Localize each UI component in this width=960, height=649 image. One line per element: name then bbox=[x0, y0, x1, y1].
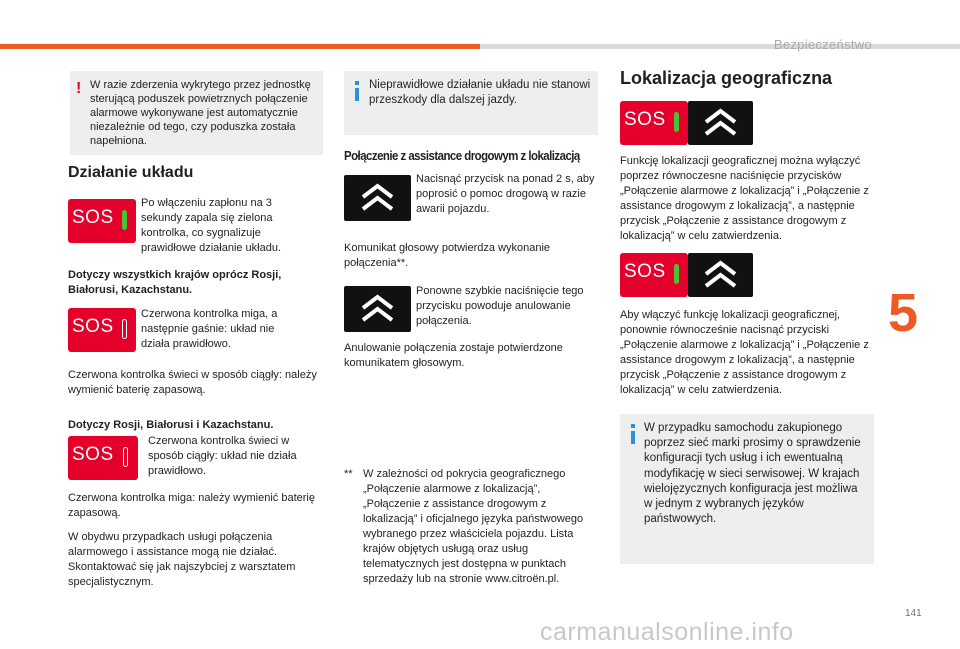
info-icon-dot bbox=[355, 81, 359, 85]
subheading: Dotyczy wszystkich krajów oprócz Rosji, Białorusi, Kazachstanu. bbox=[68, 269, 282, 296]
sos-label: SOS bbox=[72, 207, 114, 228]
paragraph: Nacisnąć przycisk na ponad 2 s, aby poprosić o pomoc drogową w razie awarii pojazdu. bbox=[416, 173, 595, 215]
paragraph: Czerwona kontrolka miga, a następnie gaśnie: układ nie działa prawidłowo. bbox=[141, 308, 278, 350]
info-icon-dot bbox=[631, 424, 635, 428]
paragraph: Po włączeniu zapłonu na 3 sekundy zapala się zielona kontrolka, co sygnalizuje prawidłowe działanie układu. bbox=[141, 197, 282, 254]
sos-label: SOS bbox=[624, 109, 666, 130]
section-title: Bezpieczeństwo bbox=[773, 37, 872, 52]
paragraph: Czerwona kontrolka świeci w sposób ciągły: należy wymienić baterię zapasową. bbox=[68, 369, 317, 396]
paragraph: Czerwona kontrolka miga: należy wymienić baterię zapasową. bbox=[68, 492, 315, 519]
warning-note bbox=[70, 71, 323, 155]
assistance-button-icon bbox=[344, 286, 411, 332]
info-text: W przypadku samochodu zakupionego poprzez sieć marki prosimy o sprawdzenie konfiguracji tych usług i ich ewentualną modyfikację w sieci serwisowej. W krajach wielojęzycznych konfiguracja jest możliwa w jednym z wybranych języków państwowych. bbox=[644, 422, 861, 526]
warning-text: W razie zderzenia wykrytego przez jednostkę sterującą poduszek powietrznych połączenie alarmowe wykonywane jest automatycznie niezależnie od tego, czy poduszka została napełniona. bbox=[90, 79, 311, 147]
assistance-button-icon bbox=[688, 253, 753, 297]
header-bar bbox=[480, 44, 960, 49]
sos-label: SOS bbox=[72, 316, 114, 337]
watermark: carmanualsonline.info bbox=[540, 618, 794, 646]
paragraph: W obydwu przypadkach usługi połączenia alarmowego i assistance mogą nie działać. Skontaktować się jak najszybciej z warsztatem specjalistycznym. bbox=[68, 531, 296, 588]
section-heading-system: Działanie układu bbox=[68, 164, 194, 181]
green-led-icon bbox=[122, 210, 127, 230]
warning-icon: ! bbox=[76, 80, 82, 97]
paragraph: Anulowanie połączenia zostaje potwierdzone komunikatem głosowym. bbox=[344, 342, 563, 369]
sos-red-icon bbox=[620, 253, 688, 297]
header-accent-bar bbox=[0, 44, 480, 49]
sos-red-icon bbox=[68, 308, 136, 352]
sos-label: SOS bbox=[72, 444, 114, 465]
info-note bbox=[344, 71, 598, 135]
info-icon bbox=[355, 88, 359, 101]
led-off-icon bbox=[122, 319, 127, 339]
sos-label: SOS bbox=[624, 261, 666, 282]
info-note bbox=[620, 414, 874, 564]
chapter-number: 5 bbox=[888, 283, 919, 343]
section-heading-assistance: Połączenie z assistance drogowym z lokalizacją bbox=[344, 148, 580, 163]
paragraph: Funkcję lokalizacji geograficznej można wyłączyć poprzez równoczesne naciśnięcie przycisków „Połączenie alarmowe z lokalizacją” i „Połączenie z assistance drogowym z lokalizacją”, a następnie przycisk „Połączenie z assistance drogowym z lokalizacją” w celu zatwierdzenia. bbox=[620, 155, 869, 242]
green-led-icon bbox=[674, 112, 679, 132]
footnote-marker: ** bbox=[344, 468, 353, 480]
footnote: W zależności od pokrycia geograficznego „Połączenie alarmowe z lokalizacją”, „Połączenie z assistance drogowym z lokalizacją” i oficjalnego języka państwowego wybranego przez właściciela pojazdu. Lista krajów objętych usługą oraz usług telematycznych jest dostępna w punktach sprzedaży lub na stronie www.citroën.pl. bbox=[363, 468, 584, 585]
sos-red-icon bbox=[68, 199, 136, 243]
assistance-button-icon bbox=[688, 101, 753, 145]
assistance-button-icon bbox=[344, 175, 411, 221]
section-heading-geolocation: Lokalizacja geograficzna bbox=[620, 68, 833, 88]
paragraph: Czerwona kontrolka świeci w sposób ciągły: układ nie działa prawidłowo. bbox=[148, 435, 297, 477]
info-text: Nieprawidłowe działanie układu nie stanowi przeszkody dla dalszej jazdy. bbox=[369, 79, 591, 106]
sos-red-icon bbox=[68, 436, 138, 480]
page-number: 141 bbox=[905, 608, 922, 619]
subheading: Dotyczy Rosji, Białorusi i Kazachstanu. bbox=[68, 419, 274, 431]
paragraph: Ponowne szybkie naciśnięcie tego przycisku powoduje anulowanie połączenia. bbox=[416, 285, 584, 327]
sos-red-icon bbox=[620, 101, 688, 145]
paragraph: Komunikat głosowy potwierdza wykonanie połączenia**. bbox=[344, 242, 551, 269]
green-led-icon bbox=[674, 264, 679, 284]
info-icon bbox=[631, 431, 635, 444]
led-off-icon bbox=[123, 447, 128, 467]
paragraph: Aby włączyć funkcję lokalizacji geograficznej, ponownie równocześnie nacisnąć przyciski „Połączenie alarmowe z lokalizacją” i „Połączenie z assistance drogowym z lokalizacją”, a następnie przycisk „Połączenie z assistance drogowym z lokalizacją” w celu zatwierdzenia. bbox=[620, 309, 869, 396]
